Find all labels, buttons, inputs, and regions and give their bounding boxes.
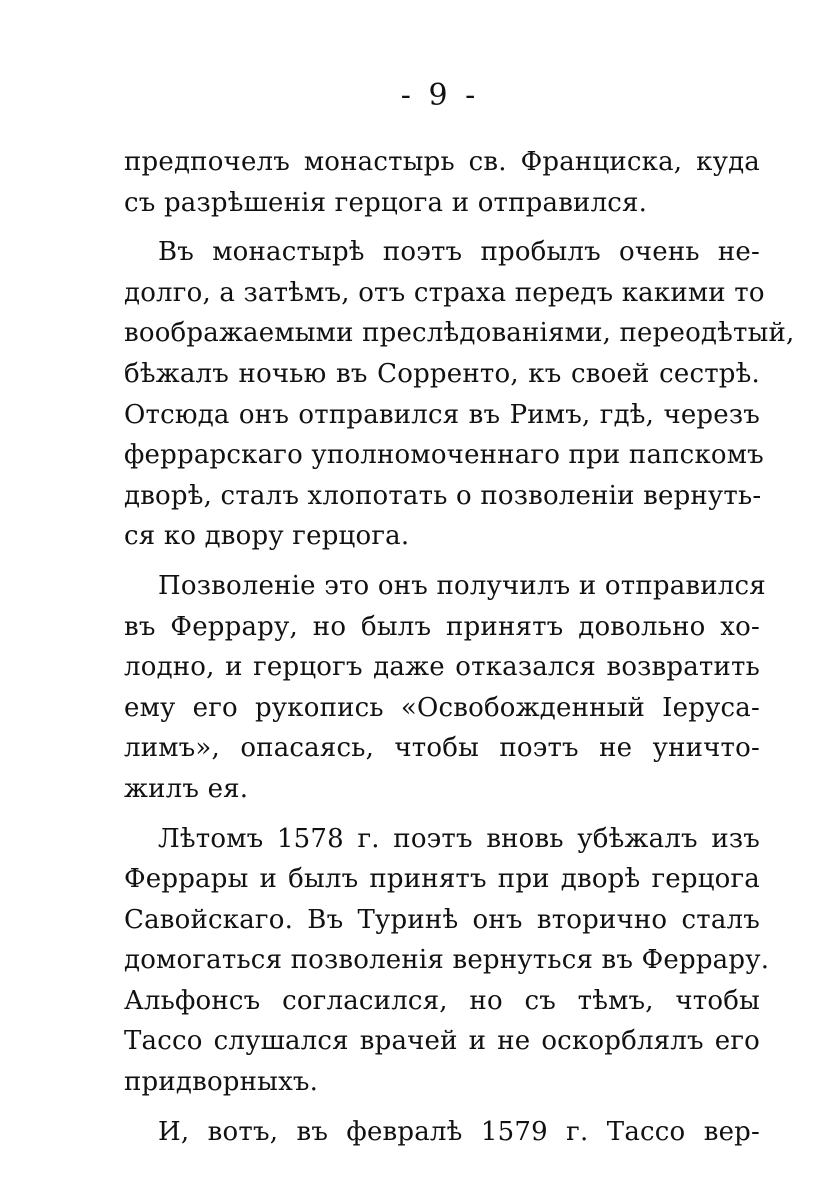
body-text [124, 142, 795, 1152]
text-line: долго, а затѣмъ, отъ страха передъ какими то [124, 277, 765, 308]
paragraph-5 [124, 1112, 760, 1153]
text-line: ему его рукопись «Освобожденный Іеруса- [124, 692, 760, 723]
text-line: жилъ ея. [124, 773, 249, 804]
text-line: предпочелъ монастырь св. Франциска, куда [124, 147, 760, 177]
text-line: Отсюда онъ отправился въ Римъ, гдѣ, черезъ [124, 399, 760, 430]
text-line: домогаться позволенія вернуться въ Феррару. [124, 945, 770, 976]
text-line: съ разрѣшенія герцога и отправился. [124, 187, 648, 218]
text-line: лодно, и герцогъ даже отказался возвратить [124, 652, 760, 683]
text-line: Въ монастырѣ поэтъ пробылъ очень не- [158, 237, 760, 268]
text-line: въ Феррару, но былъ принятъ довольно хо- [124, 611, 760, 642]
text-line: Позволеніе это онъ получилъ и отправился [158, 570, 766, 601]
text-line: придворныхъ. [124, 1067, 319, 1098]
page-number: - 9 - [400, 78, 480, 113]
paragraph-1 [124, 142, 760, 223]
text-line: воображаемыми преслѣдованіями, переодѣтый, [124, 318, 795, 349]
text-line: Альфонсъ согласился, но съ тѣмъ, чтобы [124, 985, 760, 1016]
paragraph-3 [124, 566, 766, 810]
paragraph-4 [124, 819, 770, 1103]
text-line: Феррары и былъ принятъ при дворѣ герцога [124, 864, 760, 895]
text-line: Тассо слушался врачей и не оскорблялъ его [124, 1026, 760, 1057]
text-line: феррарскаго уполномоченнаго при папскомъ [124, 440, 764, 471]
text-line: Савойскаго. Въ Туринѣ онъ вторично сталъ [124, 904, 760, 935]
text-line: бѣжалъ ночью въ Сорренто, къ своей сестрѣ. [124, 358, 760, 389]
text-line: Лѣтомъ 1578 г. поэтъ вновь убѣжалъ изъ [158, 823, 760, 854]
paragraph-2 [124, 232, 795, 557]
text-line: лимъ», опасаясь, чтобы поэтъ не уничто- [124, 733, 760, 764]
text-line: ся ко двору герцога. [124, 521, 410, 552]
text-line: дворѣ, сталъ хлопотать о позволеніи вернуть- [124, 480, 762, 511]
text-line: И, вотъ, въ февралѣ 1579 г. Тассо вер- [158, 1116, 760, 1147]
